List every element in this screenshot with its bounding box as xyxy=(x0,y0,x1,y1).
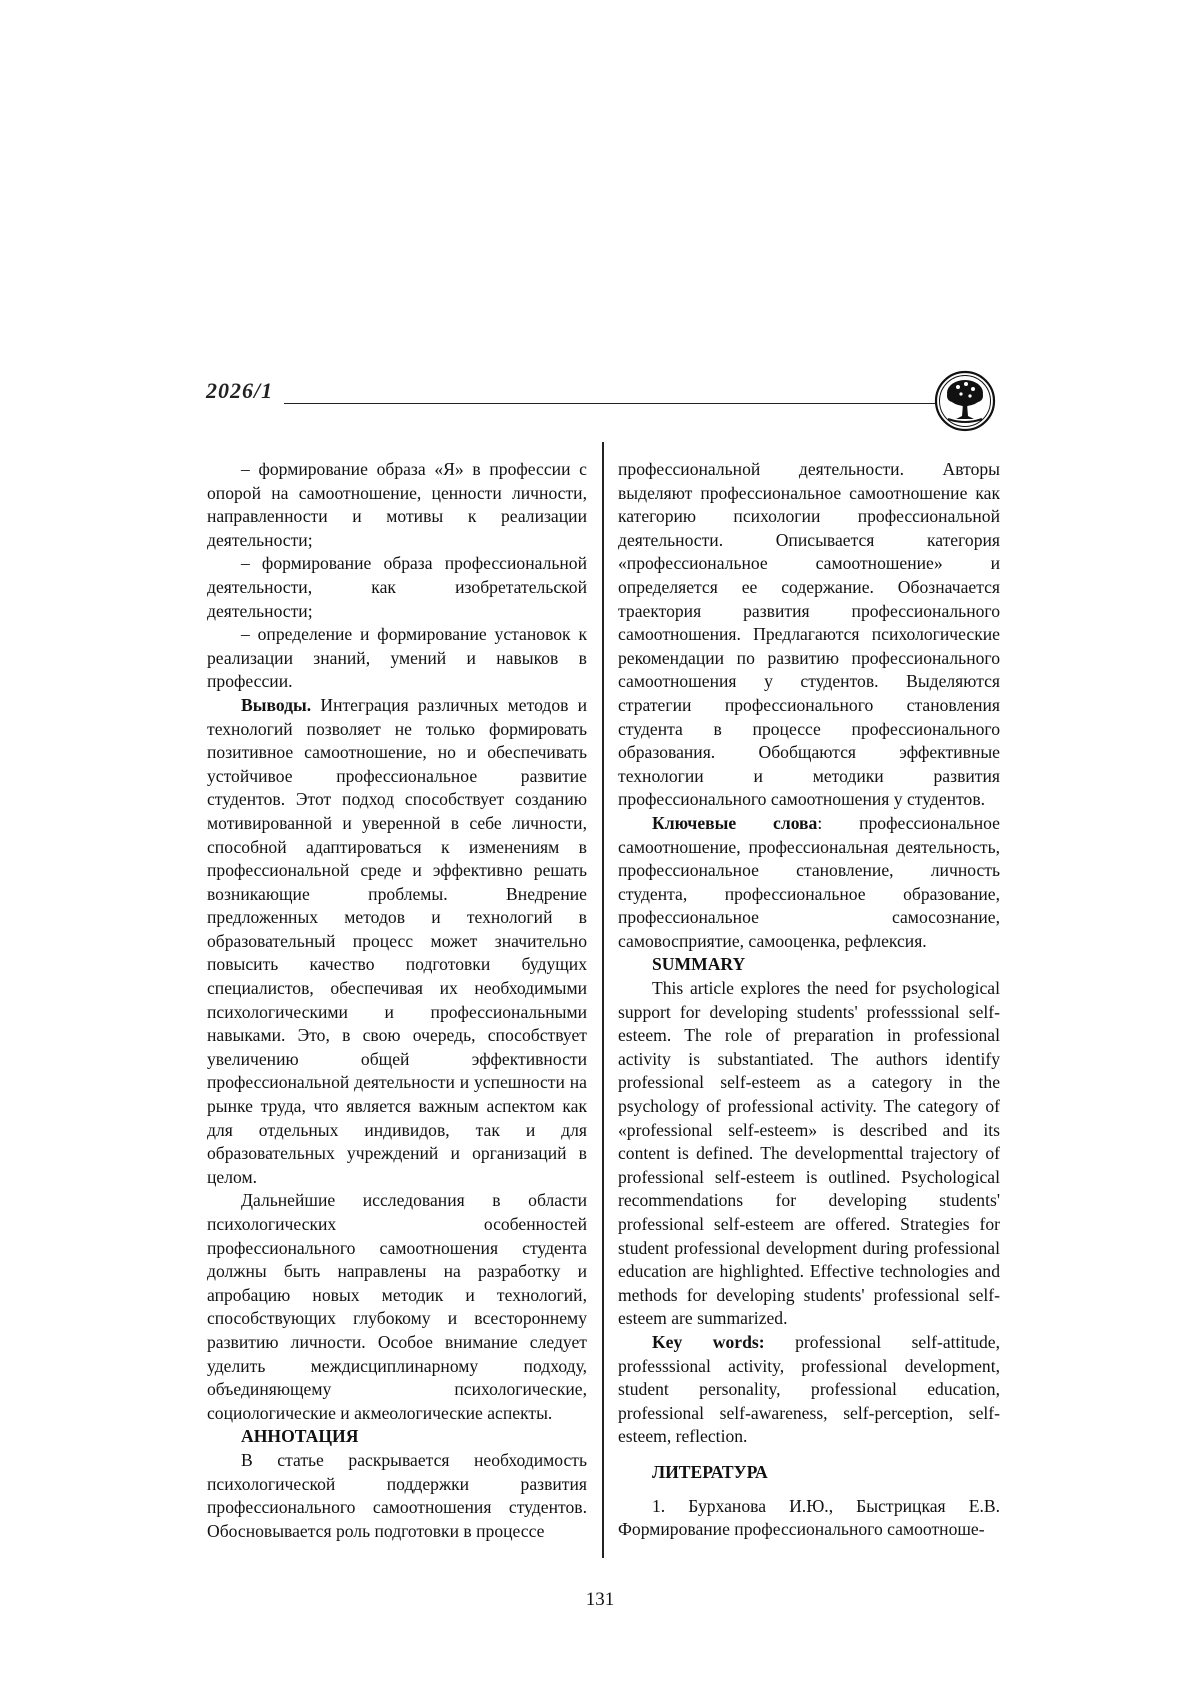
further-research-paragraph: Дальнейшие исследования в области психологических особенностей профессионального самоотношения студента должны быть направлены на разработку и апробацию новых методик и технологий, способствующих глубокому и всестороннему развитию личности. Особое внимание следует уделить междисциплинарному подходу, объединяющему психологические, социологические и акмеологические аспекты. xyxy=(207,1190,587,1423)
annotation-heading: АННОТАЦИЯ xyxy=(241,1426,359,1447)
tree-emblem-icon xyxy=(934,370,996,432)
annotation-paragraph: В статье раскрывается необходимость психологической поддержки развития профессионального самоотношения студентов. Обосновывается роль подготовки в процессе xyxy=(207,1449,587,1541)
conclusions-label: Выводы. xyxy=(241,694,312,715)
right-column xyxy=(618,458,1000,1542)
column-divider xyxy=(602,442,604,1558)
keywords-en-text: professional self-attitude, professsional activity, professional development, student personality, professional education, professional self-awareness, self-perception, self-esteem, reflection. xyxy=(618,1331,1000,1447)
list-item: – определение и формирование установок к реализации знаний, умений и навыков в профессии. xyxy=(207,624,587,692)
annotation-continued: профессиональной деятельности. Авторы выделяют профессиональное самоотношение как категорию психологии профессиональной деятельности. Описывается категория «профессиональное самоотношение» и определяется ее содержание. Обозначается траектория развития профессионального самоотношения. Предлагаются психологические рекомендации по развитию профессионального самоотношения у студентов. Выделяются стратегии профессионального становления студента в процессе профессионального образования. Обобщаются эффективные технологии и методики развития профессионального самоотношения у студентов. xyxy=(618,459,1000,810)
running-header xyxy=(206,378,1006,438)
left-column xyxy=(207,458,587,1543)
keywords-en-paragraph xyxy=(618,1331,1000,1449)
keywords-paragraph xyxy=(618,812,1000,954)
keywords-text: : профессиональное самоотношение, профессиональная деятельность, профессиональное становление, личность студента, профессиональное образование, профессиональное самосознание, самовосприятие, самооценка, рефлексия. xyxy=(618,812,1000,951)
list-item: – формирование образа профессиональной деятельности, как изобретательской деятельности; xyxy=(207,553,587,621)
keywords-label: Ключевые слова xyxy=(652,812,818,833)
list-item: – формирование образа «Я» в профессии с опорой на самоотношение, ценности личности, направленности и мотивы к реализации деятельности; xyxy=(207,459,587,550)
conclusions-text: Интеграция различных методов и технологий позволяет не только формировать позитивное самоотношение, но и обеспечивать устойчивое профессиональное развитие студентов. Этот подход способствует созданию мотивированной и уверенной в себе личности, способной адаптироваться к изменениям в профессиональной среде и эффективно решать возникающие проблемы. Внедрение предложенных методов и технологий в образовательный процесс может значительно повысить качество подготовки будущих специалистов, обеспечивая их необходимыми психологическими и профессиональными навыками. Это, в свою очередь, способствует увеличению общей эффективности профессиональной деятельности и успешности на рынке труда, что является важным аспектом как для отдельных индивидов, так и для образовательных учреждений и организаций в целом. xyxy=(207,694,587,1187)
summary-paragraph: This article explores the need for psychological support for developing students' professsional self-esteem. The role of preparation in professional activity is substantiated. The authors identify professional self-esteem as a category in the psychology of professional activity. The category of «professional self-esteem» is described and its content is defined. The developmenttal trajectory of professional self-esteem is outlined. Psychological recommendations for developing students' professional self-esteem are offered. Strategies for student professional development during professional education are highlighted. Effective technologies and methods for developing students' professional self-esteem are summarized. xyxy=(618,978,1000,1329)
issue-number: 2026/1 xyxy=(206,378,274,403)
header-rule xyxy=(284,403,936,404)
keywords-en-label: Key words: xyxy=(652,1331,765,1352)
summary-heading: SUMMARY xyxy=(652,954,746,975)
conclusions-paragraph xyxy=(207,694,587,1189)
page-number: 131 xyxy=(585,1589,615,1610)
literature-heading: ЛИТЕРАТУРА xyxy=(652,1461,768,1482)
reference-item: 1. Бурханова И.Ю., Быстрицкая Е.В. Формирование профессионального самоотноше- xyxy=(618,1495,1000,1540)
